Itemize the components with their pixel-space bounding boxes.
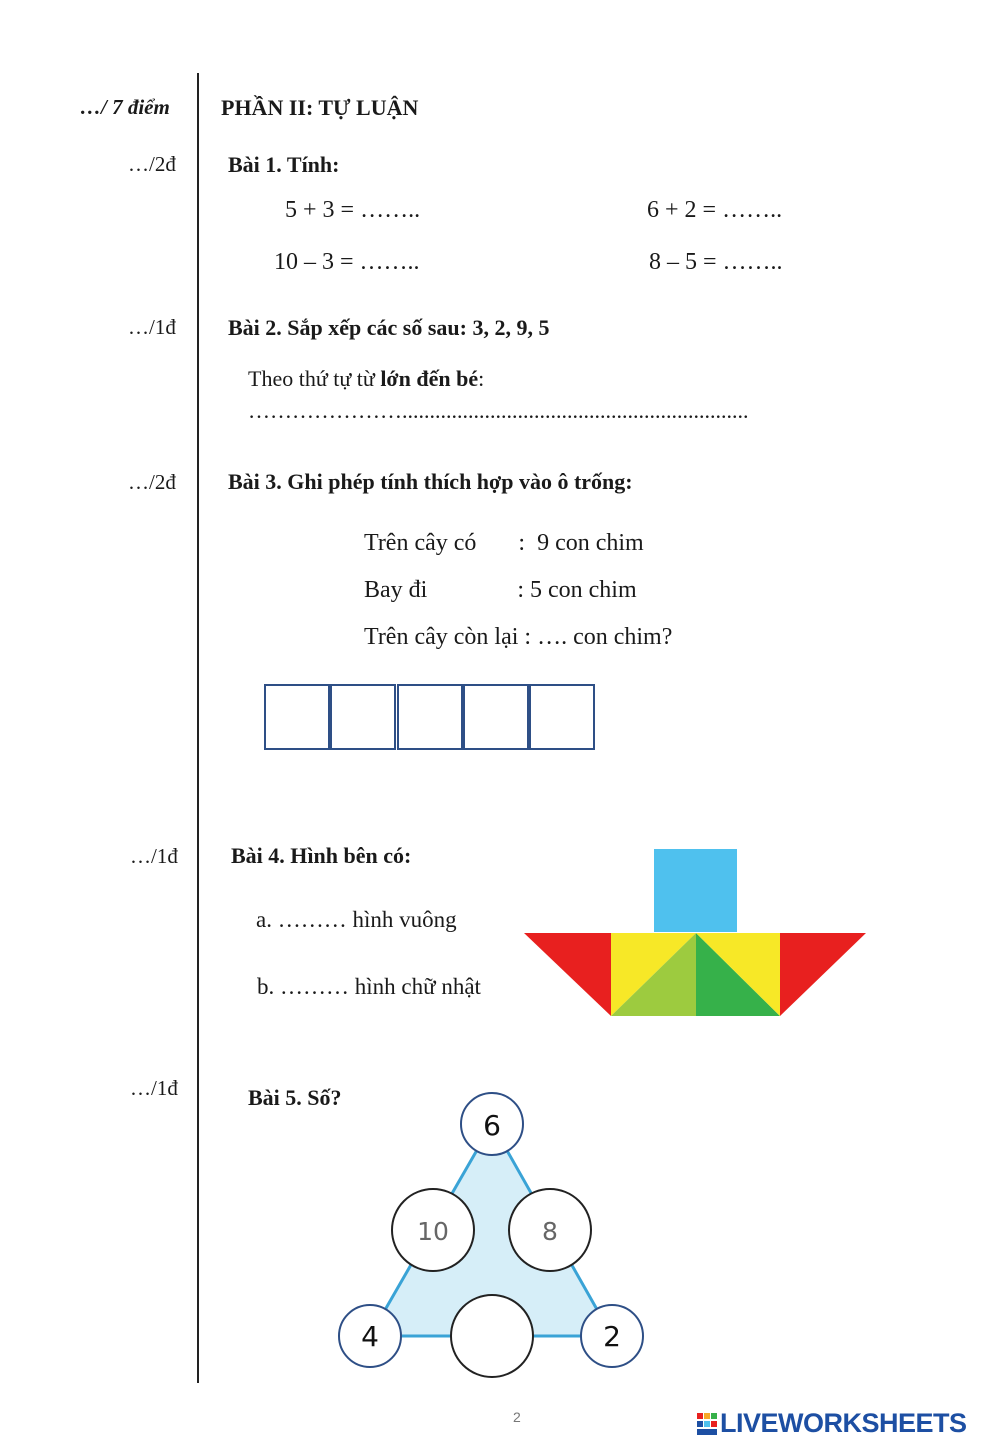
bai1-item-2[interactable]: 6 + 2 = …….. — [647, 197, 783, 223]
blue-square — [654, 849, 737, 932]
bai1-score: …/2đ — [128, 152, 176, 176]
bai3-line-3: Trên cây còn lại : …. con chim? — [364, 624, 673, 650]
bai2-title: Bài 2. Sắp xếp các số sau: 3, 2, 9, 5 — [228, 315, 550, 340]
bai4-option-a[interactable]: a. ……… hình vuông — [256, 907, 457, 932]
answer-box-2[interactable] — [330, 684, 396, 750]
bai5-title: Bài 5. Số? — [248, 1085, 342, 1110]
boat-shape-figure — [518, 832, 903, 1047]
margin-divider — [197, 73, 199, 1383]
liveworksheets-logo-icon — [697, 1413, 717, 1435]
bai2-score: …/1đ — [128, 315, 176, 339]
answer-box-3[interactable] — [397, 684, 463, 750]
number-left-middle: 10 — [417, 1217, 449, 1246]
brand-text: LIVEWORKSHEETS — [720, 1408, 967, 1438]
bai2-instruction-suffix: : — [478, 366, 485, 391]
bai3-score: …/2đ — [128, 470, 176, 494]
number-top: 6 — [483, 1109, 501, 1142]
bai2-instruction-prefix: Theo thứ tự từ — [248, 366, 381, 391]
bai1-item-1[interactable]: 5 + 3 = …….. — [285, 197, 421, 223]
number-triangle — [330, 1090, 650, 1390]
total-score: …/ 7 điểm — [80, 95, 170, 119]
number-bottom-right: 2 — [603, 1320, 621, 1353]
answer-box-4[interactable] — [463, 684, 529, 750]
bai2-instruction — [248, 366, 484, 392]
bai3-title: Bài 3. Ghi phép tính thích hợp vào ô trống: — [228, 469, 633, 494]
bai1-item-4[interactable]: 8 – 5 = …….. — [649, 249, 783, 275]
circle-bottom-middle[interactable] — [451, 1295, 533, 1377]
bai4-title: Bài 4. Hình bên có: — [231, 843, 412, 868]
bai4-option-b[interactable]: b. ……… hình chữ nhật — [257, 974, 481, 999]
red-left-triangle — [524, 933, 611, 1016]
bai1-title: Bài 1. Tính: — [228, 152, 340, 177]
page-number: 2 — [513, 1409, 521, 1425]
number-right-middle: 8 — [542, 1217, 558, 1246]
red-right-triangle — [780, 933, 866, 1016]
answer-box-1[interactable] — [264, 684, 330, 750]
bai5-score: …/1đ — [130, 1076, 178, 1100]
answer-box-5[interactable] — [529, 684, 595, 750]
bai3-line-1: Trên cây có : 9 con chim — [364, 530, 644, 556]
bai3-line-2: Bay đi : 5 con chim — [364, 577, 637, 603]
bai1-item-3[interactable]: 10 – 3 = …….. — [274, 249, 420, 275]
bai2-instruction-bold: lớn đến bé — [380, 366, 479, 391]
number-bottom-left: 4 — [361, 1320, 379, 1353]
bai4-score: …/1đ — [130, 844, 178, 868]
bai2-answer-line[interactable]: …………………............................................................... — [248, 398, 749, 423]
section-title: PHẦN II: TỰ LUẬN — [221, 95, 419, 120]
